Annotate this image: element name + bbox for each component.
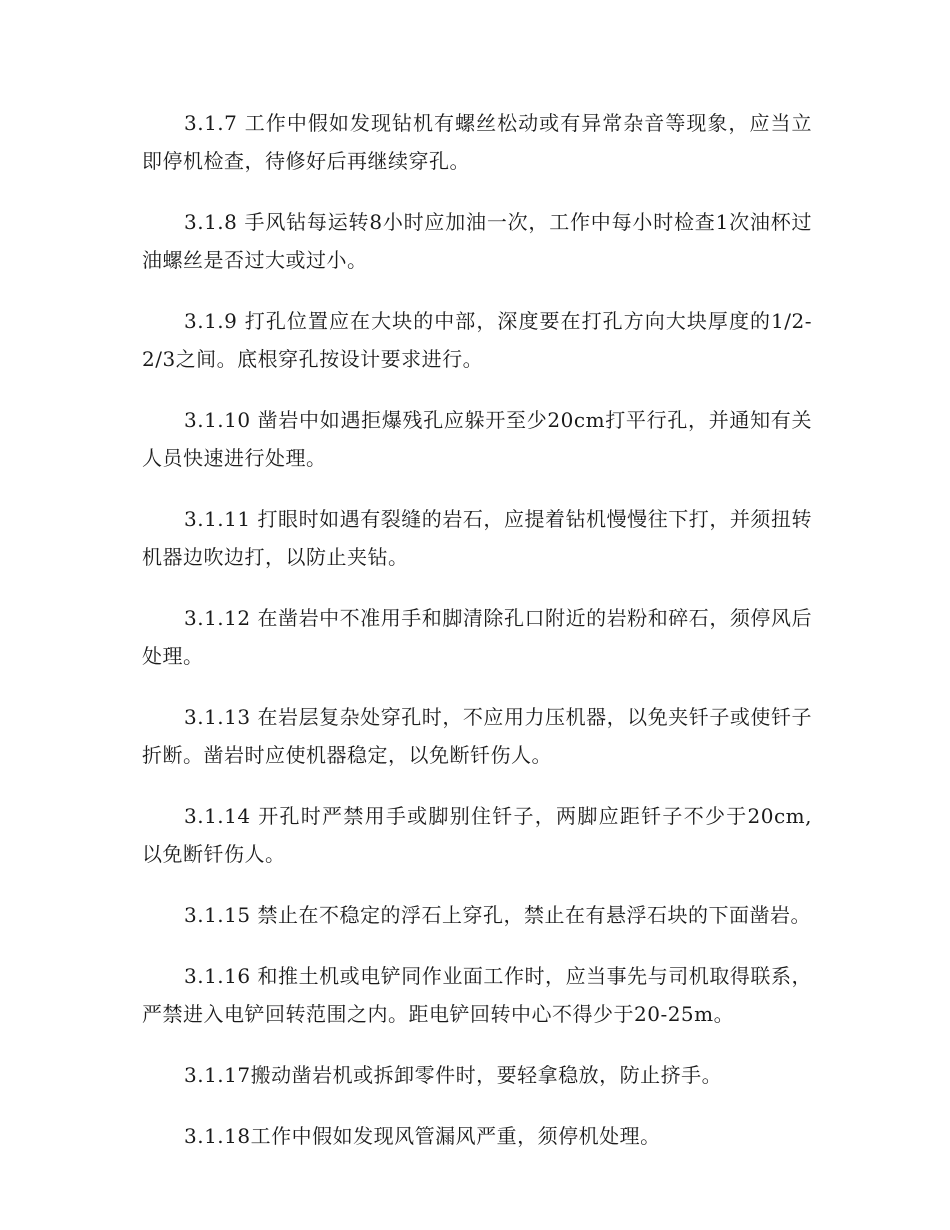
paragraph-3-1-17: 3.1.17搬动凿岩机或拆卸零件时，要轻拿稳放，防止挤手。 bbox=[184, 1063, 723, 1087]
paragraph-3-1-10: 3.1.10 凿岩中如遇拒爆残孔应躲开至少20cm打平行孔，并通知有关人员快速进行处理。 bbox=[142, 408, 812, 470]
paragraph-3-1-8: 3.1.8 手风钻每运转8小时应加油一次，工作中每小时检查1次油杯过油螺丝是否过大或过小。 bbox=[142, 210, 812, 272]
paragraph-3-1-7: 3.1.7 工作中假如发现钻机有螺丝松动或有异常杂音等现象，应当立即停机检查，待修好后再继续穿孔。 bbox=[142, 111, 812, 173]
paragraph-3-1-16: 3.1.16 和推土机或电铲同作业面工作时，应当事先与司机取得联系，严禁进入电铲回转范围之内。距电铲回转中心不得少于20-25m。 bbox=[142, 964, 812, 1026]
paragraph-3-1-18: 3.1.18工作中假如发现风管漏风严重，须停机处理。 bbox=[184, 1124, 661, 1148]
document-body bbox=[142, 104, 812, 1155]
paragraph-3-1-14: 3.1.14 开孔时严禁用手或脚别住钎子，两脚应距钎子不少于20cm,以免断钎伤人。 bbox=[142, 804, 812, 866]
paragraph-3-1-9: 3.1.9 打孔位置应在大块的中部，深度要在打孔方向大块厚度的1/2-2/3之间。底根穿孔按设计要求进行。 bbox=[142, 309, 812, 371]
paragraph-3-1-11: 3.1.11 打眼时如遇有裂缝的岩石，应提着钻机慢慢往下打，并须扭转机器边吹边打，以防止夹钻。 bbox=[142, 507, 812, 569]
paragraph-3-1-13: 3.1.13 在岩层复杂处穿孔时，不应用力压机器，以免夹钎子或使钎子折断。凿岩时应使机器稳定，以免断钎伤人。 bbox=[142, 705, 812, 767]
paragraph-3-1-15: 3.1.15 禁止在不稳定的浮石上穿孔，禁止在有悬浮石块的下面凿岩。 bbox=[184, 903, 811, 927]
paragraph-3-1-12: 3.1.12 在凿岩中不准用手和脚清除孔口附近的岩粉和碎石，须停风后处理。 bbox=[142, 606, 812, 668]
